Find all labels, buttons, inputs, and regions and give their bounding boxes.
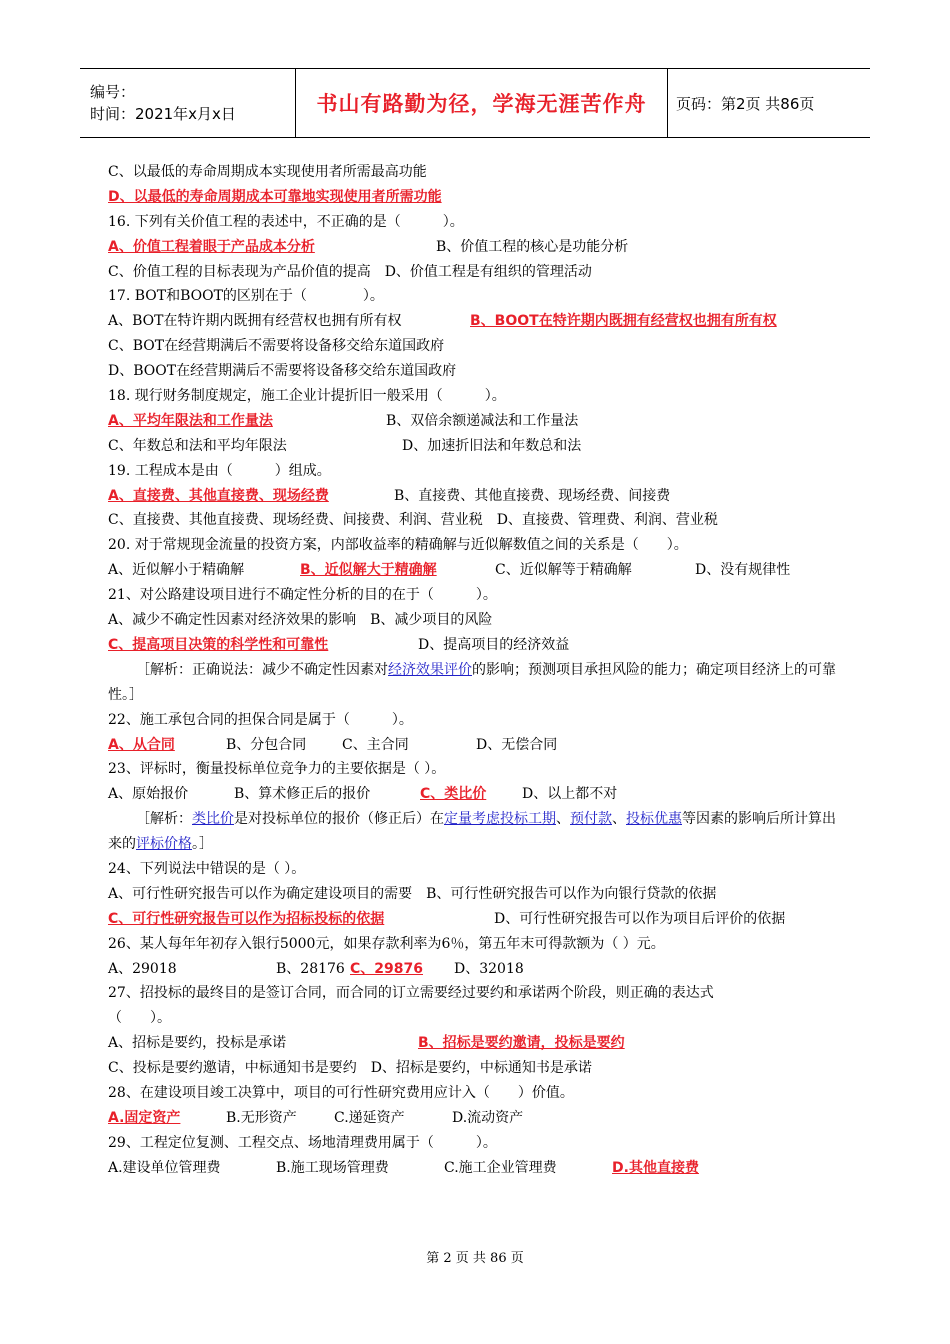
text-line <box>108 533 848 558</box>
text-line <box>108 484 848 509</box>
document-time-label: 时间：2021年x月x日 <box>90 105 236 123</box>
text-segment: C、以最低的寿命周期成本实现使用者所需最高功能 <box>108 164 427 180</box>
correct-answer: A、直接费、其他直接费、现场经费 <box>108 487 329 504</box>
analysis-link[interactable]: 定量考虑投标工期 <box>444 811 556 828</box>
text-line <box>108 384 848 409</box>
text-segment: C、直接费、其他直接费、现场经费、间接费、利润、营业税 D、直接费、管理费、利润、营业税 <box>108 512 718 529</box>
analysis-text: 的影响；预测项目承担风险的能力；确定项目经济上的可靠性。］ <box>108 661 836 703</box>
text-line <box>108 907 848 932</box>
text-segment: C、BOT在经营期满后不需要将设备移交给东道国政府 <box>108 338 445 355</box>
text-segment: A、可行性研究报告可以作为确定建设项目的需要 B、可行性研究报告可以作为向银行贷款的依据 <box>108 885 717 902</box>
analysis-link[interactable]: 类比价 <box>192 811 234 828</box>
text-segment: A、BOT在特许期内既拥有经营权也拥有所有权 <box>108 313 402 330</box>
text-line <box>108 1156 848 1181</box>
header-page-cell <box>668 69 870 137</box>
analysis-text: 等因素的影响后所计算出来的 <box>108 811 836 853</box>
text-segment: 24、下列说法中错误的是（ ）。 <box>108 860 306 877</box>
header-motto: 书山有路勤为径，学海无涯苦作舟 <box>316 92 647 116</box>
analysis-note-2 <box>108 807 848 857</box>
text-line <box>108 733 848 758</box>
text-line <box>108 508 848 533</box>
analysis-end: 。］ <box>192 836 213 853</box>
text-segment: D、无偿合同 <box>476 736 558 753</box>
text-segment: B.施工现场管理费 <box>276 1159 389 1176</box>
text-line <box>108 409 848 434</box>
text-segment: 20. 对于常规现金流量的投资方案，内部收益率的精确解与近似解数值之间的关系是（ ）。 <box>108 537 688 554</box>
text-line <box>108 558 848 583</box>
text-line <box>108 981 848 1006</box>
correct-answer: A、平均年限法和工作量法 <box>108 412 273 429</box>
text-line <box>108 782 848 807</box>
text-segment: C.施工企业管理费 <box>444 1159 557 1176</box>
text-segment: D、可行性研究报告可以作为项目后评价的依据 <box>494 910 786 927</box>
text-line <box>108 359 848 384</box>
text-segment: 28、在建设项目竣工决算中，项目的可行性研究费用应计入（ ）价值。 <box>108 1084 574 1101</box>
text-line <box>108 708 848 733</box>
text-line <box>108 1006 848 1031</box>
text-segment: C、年数总和法和平均年限法 <box>108 437 287 454</box>
text-segment: A、29018 <box>108 960 177 977</box>
text-segment: D、32018 <box>454 960 524 977</box>
question-block-1 <box>108 160 848 658</box>
text-segment: 22、施工承包合同的担保合同是属于（ ）。 <box>108 711 413 728</box>
document-body <box>108 160 848 1181</box>
text-segment: 21、对公路建设项目进行不确定性分析的目的在于（ ）。 <box>108 587 497 604</box>
analysis-link[interactable]: 预付款 <box>570 811 612 828</box>
correct-answer: C、提高项目决策的科学性和可靠性 <box>108 636 329 653</box>
text-line <box>108 334 848 359</box>
text-segment: C、价值工程的目标表现为产品价值的提高 D、价值工程是有组织的管理活动 <box>108 263 592 280</box>
text-segment: B、直接费、其他直接费、现场经费、间接费 <box>394 487 671 504</box>
text-segment: D、BOOT在经营期满后不需要将设备移交给东道国政府 <box>108 363 457 380</box>
analysis-text: 是对投标单位的报价（修正后）在 <box>234 811 444 828</box>
correct-answer: C、类比价 <box>420 786 487 803</box>
analysis-prefix: ［解析： <box>136 811 192 828</box>
text-line <box>108 882 848 907</box>
question-block-2 <box>108 708 848 808</box>
analysis-link[interactable]: 评标价格 <box>136 836 192 853</box>
text-segment: C、投标是要约邀请，中标通知书是要约 D、招标是要约，中标通知书是承诺 <box>108 1060 592 1077</box>
text-segment: D、没有规律性 <box>695 562 791 579</box>
text-line <box>108 583 848 608</box>
text-segment: D、提高项目的经济效益 <box>418 636 570 653</box>
text-line <box>108 459 848 484</box>
text-segment: C、主合同 <box>342 736 409 753</box>
text-segment: 17. BOT和BOOT的区别在于（ ）。 <box>108 288 384 305</box>
text-segment: 16. 下列有关价值工程的表述中，不正确的是（ ）。 <box>108 213 464 230</box>
text-line <box>108 1056 848 1081</box>
correct-answer: C、可行性研究报告可以作为招标投标的依据 <box>108 910 385 927</box>
question-block-3 <box>108 857 848 1181</box>
text-segment: 26、某人每年年初存入银行5000元，如果存款利率为6％，第五年末可得款额为（ ）元。 <box>108 935 665 952</box>
text-segment: C.递延资产 <box>334 1109 405 1126</box>
text-line <box>108 210 848 235</box>
text-segment: 19. 工程成本是由（ ）组成。 <box>108 462 331 479</box>
correct-answer: B、招标是要约邀请，投标是要约 <box>418 1035 625 1052</box>
analysis-link[interactable]: 经济效果评价 <box>388 661 472 678</box>
analysis-separator: 、 <box>612 811 626 828</box>
text-segment: D.流动资产 <box>452 1109 524 1126</box>
analysis-prefix: ［解析： <box>136 661 192 678</box>
page-footer: 第 2 页 共 86 页 <box>426 1251 524 1266</box>
text-segment: C、近似解等于精确解 <box>495 562 632 579</box>
header-meta <box>80 69 296 137</box>
text-line <box>108 284 848 309</box>
text-segment: 29、工程定位复测、工程交点、场地清理费用属于（ ）。 <box>108 1134 497 1151</box>
text-line <box>108 633 848 658</box>
analysis-note-1 <box>108 658 848 708</box>
text-line <box>108 932 848 957</box>
text-segment: B、分包合同 <box>226 736 307 753</box>
text-segment: 18. 现行财务制度规定，施工企业计提折旧一般采用（ ）。 <box>108 388 506 405</box>
text-line <box>108 434 848 459</box>
text-segment: D、加速折旧法和年数总和法 <box>402 437 582 454</box>
text-line <box>108 1081 848 1106</box>
correct-answer: D.其他直接费 <box>612 1159 699 1176</box>
text-segment: B、双倍余额递减法和工作量法 <box>386 412 579 429</box>
text-line <box>108 857 848 882</box>
text-segment: 27、招投标的最终目的是签订合同，而合同的订立需要经过要约和承诺两个阶段，则正确的表达式 <box>108 985 714 1002</box>
text-segment: （ ）。 <box>108 1010 171 1027</box>
text-line <box>108 309 848 334</box>
analysis-link[interactable]: 投标优惠 <box>626 811 682 828</box>
text-line <box>108 1031 848 1056</box>
correct-answer: D、以最低的寿命周期成本可靠地实现使用者所需功能 <box>108 188 442 205</box>
text-line <box>108 185 848 210</box>
analysis-separator: 、 <box>556 811 570 828</box>
text-segment: 23、评标时，衡量投标单位竞争力的主要依据是（ ）。 <box>108 761 446 778</box>
text-line <box>108 1131 848 1156</box>
text-segment: A、近似解小于精确解 <box>108 562 245 579</box>
analysis-text: 正确说法：减少不确定性因素对 <box>192 661 388 678</box>
correct-answer: B、BOOT在特许期内既拥有经营权也拥有所有权 <box>470 313 777 330</box>
text-line <box>108 235 848 260</box>
text-segment: A.建设单位管理费 <box>108 1159 221 1176</box>
text-line <box>108 957 848 982</box>
text-line <box>108 608 848 633</box>
header-page-label: 页码：第2页 共86页 <box>676 94 815 113</box>
text-segment: A、减少不确定性因素对经济效果的影响 B、减少项目的风险 <box>108 612 493 629</box>
correct-answer: A、从合同 <box>108 736 175 753</box>
correct-answer: B、近似解大于精确解 <box>300 562 437 579</box>
text-segment: A、招标是要约，投标是承诺 <box>108 1035 287 1052</box>
correct-answer: A、价值工程着眼于产品成本分析 <box>108 238 315 255</box>
text-segment: B.无形资产 <box>226 1109 297 1126</box>
text-segment: B、28176 <box>276 960 345 977</box>
text-segment: A、原始报价 <box>108 786 189 803</box>
correct-answer: A.固定资产 <box>108 1109 181 1126</box>
text-line <box>108 1106 848 1131</box>
document-number-label: 编号： <box>90 83 136 101</box>
text-line <box>108 260 848 285</box>
text-line <box>108 757 848 782</box>
text-segment: B、价值工程的核心是功能分析 <box>436 238 629 255</box>
correct-answer: C、29876 <box>350 960 423 977</box>
page-header <box>80 68 870 138</box>
text-segment: B、算术修正后的报价 <box>234 786 371 803</box>
text-line <box>108 160 848 185</box>
text-segment: D、以上都不对 <box>522 786 618 803</box>
header-motto-cell <box>296 69 668 137</box>
